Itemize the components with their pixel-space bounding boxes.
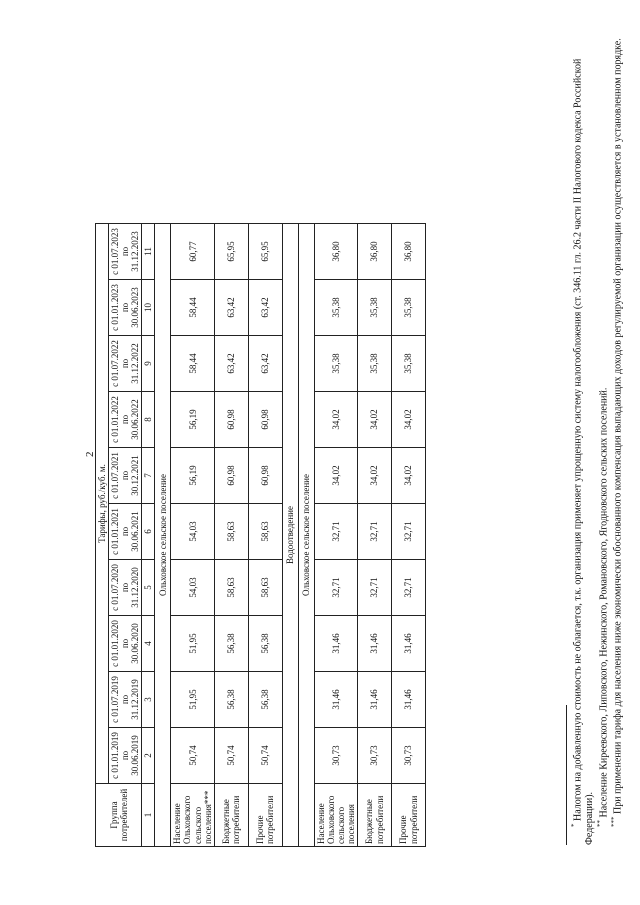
column-number: 8 [142, 392, 155, 448]
consumer-cell: Прочие потребители [392, 784, 426, 847]
consumer-cell: Бюджетные потребители [358, 784, 392, 847]
section1-body [171, 224, 282, 847]
tariff-value: 56,19 [171, 448, 214, 504]
period-header: с 01.07.2023 по 31.12.2023 [109, 224, 142, 280]
consumer-cell: Прочие потребители [248, 784, 282, 847]
tariff-value: 31,46 [314, 672, 357, 728]
tariff-value: 34,02 [392, 448, 426, 504]
period-header: с 01.07.2020 по 31.12.2020 [109, 560, 142, 616]
table-row [171, 224, 214, 847]
tariff-value: 35,38 [314, 280, 357, 336]
tariff-value: 35,38 [392, 336, 426, 392]
tariff-value: 51,95 [171, 672, 214, 728]
footnote-2: ** Население Киреевского, Липовского, Нежинского, Романовского, Ягодновского сельских поселений. [595, 387, 610, 827]
tariff-value: 50,74 [214, 728, 248, 784]
column-number: 5 [142, 560, 155, 616]
period-header-row [109, 224, 142, 847]
tariff-value: 35,38 [358, 280, 392, 336]
section2-heading: Водоотведение [282, 224, 298, 847]
table-row [214, 224, 248, 847]
column-number: 7 [142, 448, 155, 504]
tariff-value: 63,42 [248, 280, 282, 336]
tariff-value: 60,98 [248, 448, 282, 504]
tariff-value: 36,80 [314, 224, 357, 280]
tariff-value: 30,73 [314, 728, 357, 784]
group-header: Группа потребителей [96, 784, 142, 847]
tariff-value: 32,71 [314, 560, 357, 616]
table-row [314, 224, 357, 847]
footnote-rule [566, 705, 567, 845]
footnote-1: * Налогом на добавленную стоимость не облагается, т.к. организация применяет упрощенную систему налогообложения (ст. 346.11 гл. 26.2 части II Налогового кодекса Российской Федерации). [570, 58, 596, 845]
tariff-value: 30,73 [392, 728, 426, 784]
tariff-value: 60,98 [214, 392, 248, 448]
tariff-value: 35,38 [358, 336, 392, 392]
column-number: 1 [142, 784, 155, 847]
tariff-value: 56,38 [248, 616, 282, 672]
column-number: 2 [142, 728, 155, 784]
tariff-value: 58,63 [214, 560, 248, 616]
tariff-value: 65,95 [248, 224, 282, 280]
tariff-value: 54,03 [171, 560, 214, 616]
section2-title: Ольховское сельское поселение [298, 224, 314, 847]
tariff-value: 32,71 [392, 560, 426, 616]
tariff-value: 54,03 [171, 504, 214, 560]
tariff-value: 34,02 [358, 448, 392, 504]
tariff-value: 51,95 [171, 616, 214, 672]
tariff-value: 56,38 [214, 672, 248, 728]
tariff-value: 60,98 [248, 392, 282, 448]
tariff-value: 56,38 [214, 616, 248, 672]
column-number: 10 [142, 280, 155, 336]
tariff-value: 58,44 [171, 336, 214, 392]
page-number: 2 [84, 451, 96, 457]
tariff-value: 58,44 [171, 280, 214, 336]
tariff-value: 36,80 [392, 224, 426, 280]
column-number: 11 [142, 224, 155, 280]
tariff-value: 34,02 [314, 392, 357, 448]
tariff-value: 63,42 [214, 336, 248, 392]
table-row [392, 224, 426, 847]
tariff-value: 60,98 [214, 448, 248, 504]
column-number: 6 [142, 504, 155, 560]
tariff-value: 32,71 [358, 504, 392, 560]
tariff-value: 56,38 [248, 672, 282, 728]
tariff-value: 36,80 [358, 224, 392, 280]
tariff-value: 35,38 [314, 336, 357, 392]
tariff-value: 34,02 [314, 448, 357, 504]
tariff-value: 34,02 [358, 392, 392, 448]
tariff-value: 34,02 [392, 392, 426, 448]
footnotes [566, 30, 624, 845]
tariff-value: 32,71 [358, 560, 392, 616]
period-header: с 01.01.2019 по 30.06.2019 [109, 728, 142, 784]
consumer-cell: Население Ольховского сельского поселения [314, 784, 357, 847]
column-number: 9 [142, 336, 155, 392]
period-header: с 01.01.2022 по 30.06.2022 [109, 392, 142, 448]
period-header: с 01.01.2020 по 30.06.2020 [109, 616, 142, 672]
tariff-value: 50,74 [248, 728, 282, 784]
column-number-row [142, 224, 155, 847]
tariff-value: 31,46 [358, 672, 392, 728]
tariff-table [95, 223, 426, 847]
tariff-value: 32,71 [392, 504, 426, 560]
tariff-value: 63,42 [248, 336, 282, 392]
table-row [358, 224, 392, 847]
consumer-cell: Население Ольховского сельского поселения*** [171, 784, 214, 847]
period-header: с 01.01.2023 по 30.06.2023 [109, 280, 142, 336]
column-number: 4 [142, 616, 155, 672]
tariff-value: 63,42 [214, 280, 248, 336]
tariff-header: Тарифы, руб./куб. м. [96, 224, 109, 784]
period-header: с 01.07.2021 по 30.12.2021 [109, 448, 142, 504]
table-row [248, 224, 282, 847]
tariff-value: 31,46 [314, 616, 357, 672]
tariff-value: 31,46 [392, 672, 426, 728]
tariff-value: 31,46 [392, 616, 426, 672]
tariff-value: 56,19 [171, 392, 214, 448]
tariff-value: 50,74 [171, 728, 214, 784]
section2-body [314, 224, 425, 847]
section1-title: Ольховское сельское поселение [155, 224, 171, 847]
tariff-value: 35,38 [392, 280, 426, 336]
tariff-value: 58,63 [248, 504, 282, 560]
tariff-value: 32,71 [314, 504, 357, 560]
tariff-value: 31,46 [358, 616, 392, 672]
tariff-value: 65,95 [214, 224, 248, 280]
tariff-value: 58,63 [214, 504, 248, 560]
tariff-value: 60,77 [171, 224, 214, 280]
period-header: с 01.07.2022 по 31.12.2022 [109, 336, 142, 392]
footnote-3: *** При применении тарифа для населения ниже экономически обоснованного компенсация выпадающих доходов регулируемой организации осуществляется в установленном порядке. [610, 38, 624, 827]
tariff-value: 30,73 [358, 728, 392, 784]
consumer-cell: Бюджетные потребители [214, 784, 248, 847]
period-header: с 01.07.2019 по 31.12.2019 [109, 672, 142, 728]
period-header: с 01.01.2021 по 30.06.2021 [109, 504, 142, 560]
column-number: 3 [142, 672, 155, 728]
tariff-value: 58,63 [248, 560, 282, 616]
